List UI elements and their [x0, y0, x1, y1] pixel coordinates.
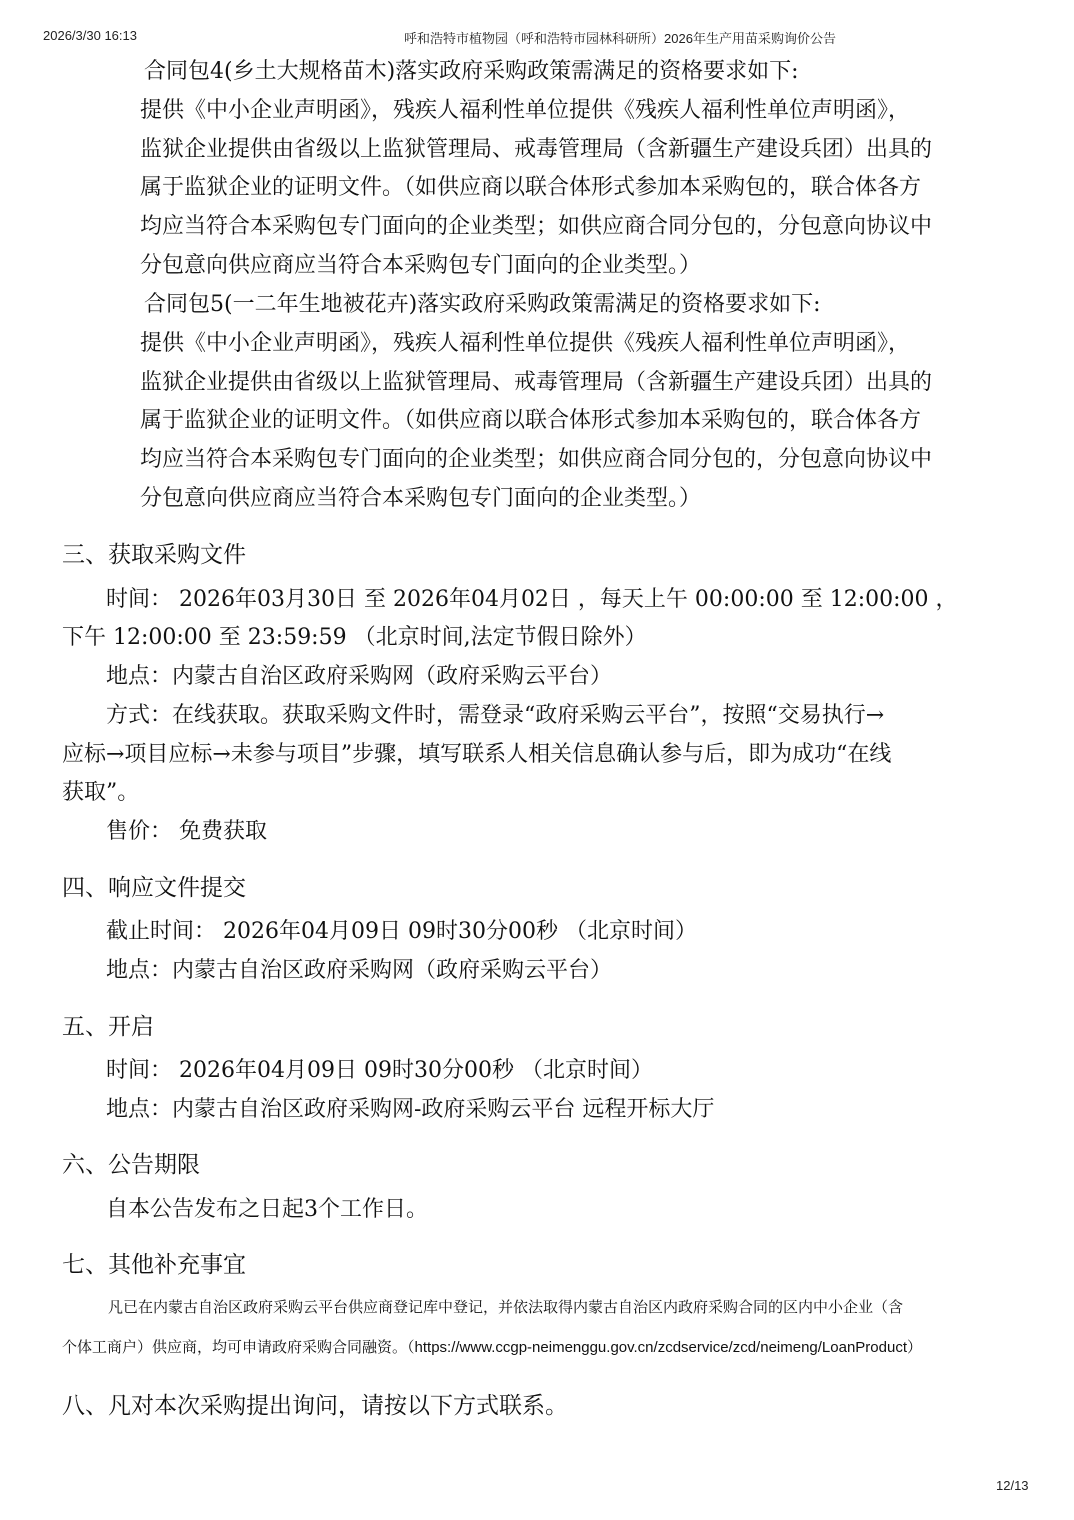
section3-time-line-2: 下午 12:00:00 至 23:59:59 （北京时间,法定节假日除外）	[62, 625, 647, 650]
package5-line-3: 属于监狱企业的证明文件。（如供应商以联合体形式参加本采购包的，联合体各方	[140, 408, 922, 433]
section5-time: 时间： 2026年04月09日 09时30分00秒 （北京时间）	[106, 1058, 653, 1083]
section3-place: 地点：内蒙古自治区政府采购网（政府采购云平台）	[106, 664, 613, 689]
package4-line-1: 提供《中小企业声明函》，残疾人福利性单位提供《残疾人福利性单位声明函》，	[140, 98, 911, 123]
section3-time-line-1: 时间： 2026年03月30日 至 2026年04月02日 ，每天上午 00:00:00 至 12:00:00 ，	[106, 587, 958, 612]
package4-line-3: 属于监狱企业的证明文件。（如供应商以联合体形式参加本采购包的，联合体各方	[140, 175, 922, 200]
page-number: 12/13	[996, 1478, 1029, 1493]
print-header-title: 呼和浩特市植物园（呼和浩特市园林科研所）2026年生产用苗采购询价公告	[404, 31, 836, 46]
section4-place: 地点：内蒙古自治区政府采购网（政府采购云平台）	[106, 958, 613, 983]
package5-line-5: 分包意向供应商应当符合本采购包专门面向的企业类型。）	[140, 486, 702, 511]
package4-title: 合同包4(乡土大规格苗木)落实政府采购政策需满足的资格要求如下:	[144, 59, 799, 84]
section6-text: 自本公告发布之日起3个工作日。	[106, 1197, 428, 1222]
package4-line-5: 分包意向供应商应当符合本采购包专门面向的企业类型。）	[140, 253, 702, 278]
section3-method-line-3: 获取”。	[62, 780, 140, 805]
section7-line-2	[62, 1337, 922, 1358]
section4-heading: 四、响应文件提交	[62, 875, 246, 901]
package5-line-2: 监狱企业提供由省级以上监狱管理局、戒毒管理局（含新疆生产建设兵团）出具的	[140, 370, 933, 395]
section7-line-2-suffix: ）	[907, 1338, 923, 1356]
section7-line-2-prefix: 个体工商户）供应商，均可申请政府采购合同融资。（	[62, 1338, 415, 1356]
section3-method-line-1: 方式：在线获取。获取采购文件时，需登录“政府采购云平台”，按照“交易执行→	[106, 703, 885, 728]
section5-place: 地点：内蒙古自治区政府采购网-政府采购云平台 远程开标大厅	[106, 1097, 715, 1122]
package4-line-2: 监狱企业提供由省级以上监狱管理局、戒毒管理局（含新疆生产建设兵团）出具的	[140, 137, 933, 162]
package5-line-4: 均应当符合本采购包专门面向的企业类型；如供应商合同分包的，分包意向协议中	[140, 447, 933, 472]
section4-deadline: 截止时间： 2026年04月09日 09时30分00秒 （北京时间）	[106, 919, 697, 944]
package5-line-1: 提供《中小企业声明函》，残疾人福利性单位提供《残疾人福利性单位声明函》，	[140, 331, 911, 356]
package5-title: 合同包5(一二年生地被花卉)落实政府采购政策需满足的资格要求如下:	[144, 292, 821, 317]
package4-line-4: 均应当符合本采购包专门面向的企业类型；如供应商合同分包的，分包意向协议中	[140, 214, 933, 239]
print-datetime: 2026/3/30 16:13	[43, 28, 137, 43]
section3-method-line-2: 应标→项目应标→未参与项目”步骤，填写联系人相关信息确认参与后，即为成功“在线	[62, 742, 892, 767]
section5-heading: 五、开启	[62, 1014, 154, 1040]
section8-heading: 八、凡对本次采购提出询问，请按以下方式联系。	[62, 1393, 568, 1419]
section7-heading: 七、其他补充事宜	[62, 1252, 246, 1278]
section3-price: 售价： 免费获取	[106, 819, 267, 844]
section6-heading: 六、公告期限	[62, 1152, 200, 1178]
loan-product-url: https://www.ccgp-neimenggu.gov.cn/zcdservice/zcd/neimeng/LoanProduct	[414, 1339, 907, 1356]
section7-line-1: 凡已在内蒙古自治区政府采购云平台供应商登记库中登记，并依法取得内蒙古自治区内政府采购合同的区内中小企业（含	[108, 1298, 904, 1316]
section3-heading: 三、获取采购文件	[62, 542, 246, 568]
